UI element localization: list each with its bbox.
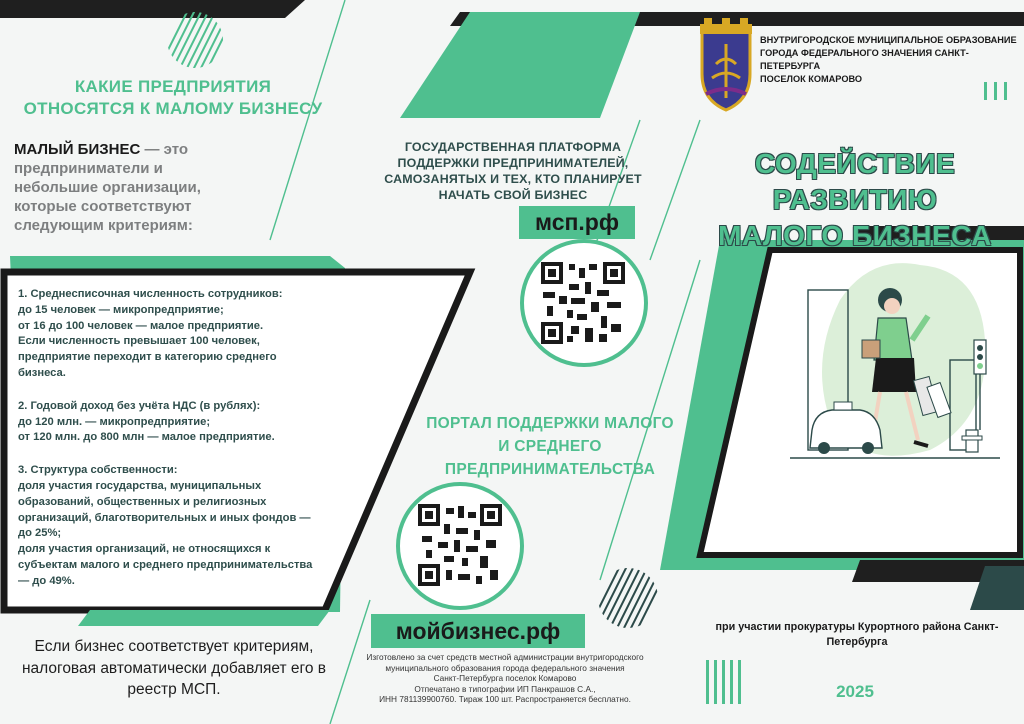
imprint-line: Изготовлено за счет средств местной администрации внутригородского — [366, 652, 644, 662]
imprint-text — [340, 652, 670, 705]
criterion-income: 2. Годовой доход без учёта НДС (в рублях): до 120 млн. — микропредприятие; от 120 млн. до 800 млн — малое предприятие. — [18, 399, 275, 444]
qr-code-icon — [541, 262, 625, 344]
year-label: 2025 — [836, 682, 874, 701]
hatched-circle-bottom — [583, 560, 672, 640]
org-line: ПОСЕЛОК КОМАРОВО — [760, 74, 863, 84]
left-panel-title — [18, 76, 328, 120]
imprint-line: муниципального образования города федерального значения — [385, 662, 625, 673]
brochure-title — [690, 146, 1020, 254]
municipality-name — [760, 34, 1020, 86]
left-title-line: КАКИЕ ПРЕДПРИЯТИЯ — [74, 77, 272, 96]
definition-rest: — это предприниматели и небольшие организации, которые соответствуют следующим критериям: — [14, 141, 201, 234]
qr-code-icon — [418, 504, 502, 586]
registry-note: Если бизнес соответствует критериям, налоговая автоматически добавляет его в реестр МСП. — [21, 638, 326, 698]
left-title-line: ОТНОСЯТСЯ К МАЛОМУ БИЗНЕСУ — [23, 99, 323, 118]
criterion-headcount: 1. Среднесписочная численность сотрудников: до 15 человек — микропредприятие; от 16 до 100 человек — малое предприятие. Если численность превышает 100 человек, предприятие переходит в категорию среднего бизнеса. — [18, 288, 283, 379]
criterion-ownership: 3. Структура собственности: доля участия государства, муниципальных образований, общественных и религиозных организаций, благотворительных и иных фондов — до 25%; доля участия организаций, не относящихся к субъектам малого и среднего предпринимательства — до 49%. — [18, 464, 313, 587]
bottom-stripes — [706, 660, 741, 704]
portal-title: ПОРТАЛ ПОДДЕРЖКИ МАЛОГО И СРЕДНЕГО ПРЕДПРИНИМАТЕЛЬСТВА — [426, 415, 674, 478]
small-business-definition — [14, 140, 244, 235]
coat-of-arms-icon — [700, 18, 752, 110]
imprint-line: ИНН 781139900760. Тираж 100 шт. Распространяется бесплатно. — [379, 694, 631, 705]
top-black-band-left — [0, 0, 305, 18]
title-line: СОДЕЙСТВИЕ РАЗВИТИЮ — [754, 148, 956, 215]
gov-platform-text: ГОСУДАРСТВЕННАЯ ПЛАТФОРМА ПОДДЕРЖКИ ПРЕДПРИНИМАТЕЛЕЙ, САМОЗАНЯТЫХ И ТЕХ, КТО ПЛАНИРУЕТ НАЧАТЬ СВОЙ БИЗНЕС — [384, 140, 642, 202]
prosecutor-note: при участии прокуратуры Курортного района Санкт-Петербурга — [715, 621, 999, 648]
moybiznes-rf-link[interactable]: мойбизнес.рф — [371, 614, 585, 648]
imprint-line: Отпечатано в типографии ИП Панкрашов С.А., — [414, 683, 596, 694]
title-line: МАЛОГО БИЗНЕСА — [718, 220, 992, 251]
definition-lead: МАЛЫЙ БИЗНЕС — [14, 141, 141, 158]
org-line: ВНУТРИГОРОДСКОЕ МУНИЦИПАЛЬНОЕ ОБРАЗОВАНИЕ — [760, 35, 1017, 45]
org-line: ГОРОДА ФЕДЕРАЛЬНОГО ЗНАЧЕНИЯ САНКТ-ПЕТЕРБУРГА — [760, 48, 969, 71]
imprint-line: Санкт-Петербурга поселок Комарово — [433, 673, 577, 684]
msp-rf-link[interactable]: мсп.рф — [519, 206, 635, 239]
criteria-list — [18, 287, 318, 607]
criteria-box-bottom-strip — [78, 610, 330, 626]
